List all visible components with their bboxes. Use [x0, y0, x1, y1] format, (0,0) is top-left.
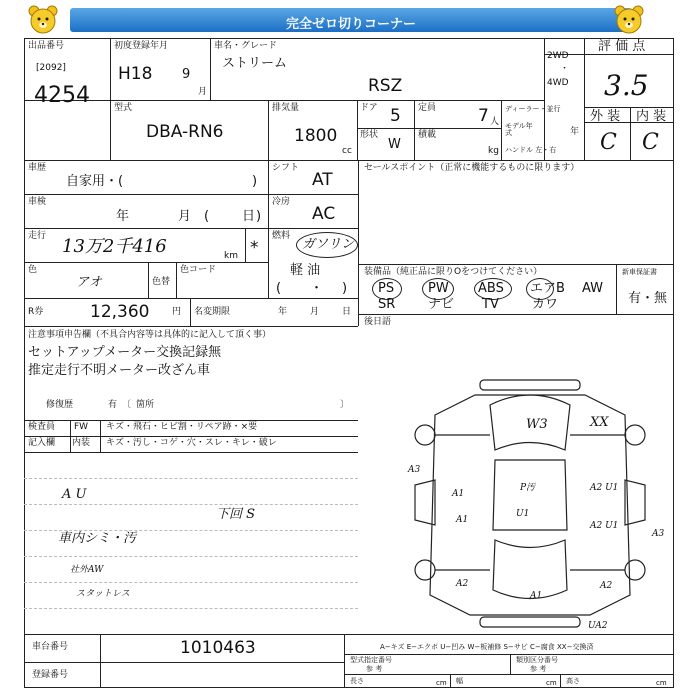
equipment-ps: PS	[378, 281, 395, 296]
car-grade: RSZ	[368, 76, 403, 96]
doors-value: 5	[390, 106, 401, 126]
registration-limit-year: 年	[278, 307, 288, 317]
registration-era: H18	[118, 64, 153, 84]
interior-defect-row: キズ・汚し・コゲ・穴・スレ・キレ・破レ	[106, 438, 277, 448]
pw-circle	[422, 278, 454, 300]
equipment-label: 装備品（純正品に限りOをつけてください）	[364, 267, 543, 277]
inspection-day: 日	[242, 209, 256, 224]
damage-mark-ua2: UA2	[588, 621, 608, 631]
exterior-grade: C	[600, 130, 617, 155]
entry-label: 記入欄	[28, 438, 56, 448]
inspection-year: 年	[116, 209, 130, 224]
handle-label: ハンドル 左・右	[505, 146, 557, 154]
width-unit: cm	[546, 679, 557, 687]
damage-mark-a1-rear: A1	[530, 591, 543, 601]
color-code-label: 色コード	[180, 265, 217, 275]
doors-label: ドア	[360, 103, 378, 113]
inspection-month: 月	[178, 209, 192, 224]
gasoline-circle	[296, 232, 358, 258]
repair-history-value: 有	[108, 400, 118, 410]
damage-legend: A−キズ E−エクボ U−凹み W−板補修 S−サビ C−腐食 XX−交換済	[380, 643, 594, 651]
equipment-tv: TV	[482, 297, 499, 312]
damage-mark-a3-left: A3	[408, 465, 421, 475]
width-label: 幅	[456, 677, 463, 685]
damage-mark-a2u1-rear-right: A2 U1	[590, 521, 619, 531]
shift-label: シフト	[272, 163, 300, 173]
ps-circle	[372, 278, 402, 300]
aircon-value: AC	[312, 204, 336, 224]
repair-history-label: 修復歴	[46, 400, 74, 410]
equipment-abs: ABS	[478, 281, 504, 296]
car-name-label: 車名・グレード	[214, 41, 278, 51]
damage-mark-a2u1-front-right: A2 U1	[590, 483, 619, 493]
dealer-label: ディーラー・並行	[505, 105, 561, 113]
handwritten-note-3: 社外AW	[70, 565, 104, 575]
damage-mark-a1-rear-left: A1	[456, 515, 469, 525]
height-label: 高さ	[566, 677, 580, 685]
mileage-unit: km	[224, 251, 238, 261]
bear-mascot-icon	[26, 4, 60, 36]
load-unit: kg	[488, 146, 499, 156]
airbag-circle	[526, 278, 554, 300]
body-label: 形状	[360, 130, 379, 140]
fuel-diesel: 軽 油	[290, 263, 321, 278]
fw-label: FW	[74, 422, 89, 432]
lot-number: 4254	[34, 83, 90, 108]
damage-mark-a1-front-left: A1	[452, 489, 465, 499]
bear-mascot-icon	[612, 4, 646, 36]
registration-limit-month: 月	[310, 307, 320, 317]
notes-label: 注意事項申告欄（不具合内容等は具体的に記入して頂く事）	[28, 330, 272, 340]
model-year-unit: 年	[570, 127, 580, 137]
chassis-number-label: 車台番号	[32, 642, 69, 652]
registration-limit-label: 名変期限	[194, 307, 231, 317]
damage-mark-xx: XX	[590, 415, 609, 430]
abs-circle	[474, 278, 512, 300]
header-banner	[70, 8, 632, 32]
recycle-label: R券	[28, 307, 44, 317]
displacement-value: 1800	[294, 126, 338, 146]
registration-month-unit: 月	[198, 87, 208, 97]
equipment-aw: AW	[582, 281, 604, 296]
capacity-unit: 人	[490, 117, 500, 127]
first-registration-label: 初度登録年月	[114, 41, 169, 51]
handwritten-note-1: A U	[62, 487, 87, 502]
recycle-unit: 円	[172, 307, 182, 317]
notes-line-1: セットアップメーター交換記録無	[28, 345, 222, 360]
damage-mark-u1: U1	[516, 509, 530, 519]
notes-line-2: 推定走行不明メーター改ざん車	[28, 363, 211, 378]
checker-label: 検査員	[28, 422, 56, 432]
damage-mark-a2-rear-right: A2	[600, 581, 613, 591]
drive-2wd: 2WD	[547, 51, 569, 61]
height-unit: cm	[656, 679, 667, 687]
class-number-ref: 参 考	[530, 665, 547, 673]
color-change-label: 色替	[152, 277, 171, 287]
length-unit: cm	[436, 679, 447, 687]
color-label: 色	[28, 265, 38, 275]
repair-part: 箇所	[136, 400, 155, 410]
warranty-value: 有・無	[628, 291, 668, 306]
damage-mark-a2-rear-left: A2	[456, 579, 469, 589]
displacement-label: 排気量	[272, 103, 300, 113]
aircon-label: 冷房	[272, 197, 291, 207]
recycle-value: 12,360	[90, 302, 150, 322]
history-value: 自家用・(	[66, 174, 124, 189]
equipment-leather: カワ	[532, 297, 559, 312]
shift-value: AT	[312, 170, 333, 190]
type-approval-label: 型式指定番号	[350, 656, 392, 664]
inspection-day-open: (	[204, 209, 210, 224]
lot-code: [2092]	[36, 63, 66, 73]
fuel-paren-open: (	[276, 281, 282, 296]
rear-seat-label: 後日語	[364, 317, 392, 327]
equipment-airbag: エアB	[530, 281, 565, 296]
damage-mark-w3: W3	[526, 417, 548, 432]
exterior-defect-row: キズ・飛石・ヒビ割・リペア跡・×要	[106, 422, 258, 432]
class-number-label: 類別区分番号	[516, 656, 558, 664]
repair-close: 〕	[340, 400, 350, 410]
repair-open: 〔	[122, 400, 132, 410]
length-label: 長さ	[350, 677, 364, 685]
interior-label: 内 装	[636, 109, 667, 124]
inspection-day-close: )	[256, 209, 262, 224]
lot-number-label: 出品番号	[28, 41, 65, 51]
handwritten-note-2: 車内シミ・汚	[58, 531, 137, 546]
model-value: DBA-RN6	[146, 122, 224, 142]
score-label: 評 価 点	[598, 39, 646, 54]
sales-point-label: セールスポイント（正常に機能するものに限ります）	[364, 163, 580, 173]
equipment-sr: SR	[378, 297, 396, 312]
fuel-gasoline: ガソリン	[302, 237, 355, 252]
interior-grade: C	[642, 130, 659, 155]
equipment-pw: PW	[428, 281, 449, 296]
car-name: ストリーム	[222, 56, 288, 71]
capacity-label: 定員	[418, 103, 437, 113]
damage-mark-a3-right: A3	[652, 529, 665, 539]
registration-limit-day: 日	[342, 307, 352, 317]
load-label: 積載	[418, 130, 437, 140]
fuel-dot: ・	[310, 281, 324, 296]
registration-month: 9	[182, 67, 191, 82]
registration-number-label: 登録番号	[32, 670, 69, 680]
history-label: 車歴	[28, 163, 47, 173]
mileage-mark: *	[250, 238, 259, 258]
interior-defect-label: 内装	[72, 438, 91, 448]
mileage-value: 13万2千416	[62, 236, 167, 257]
fuel-label: 燃料	[272, 231, 291, 241]
model-label: 型式	[114, 103, 133, 113]
score-value: 3.5	[604, 69, 649, 102]
mileage-label: 走行	[28, 231, 47, 241]
equipment-navi: ナビ	[428, 297, 455, 312]
inspection-label: 車検	[28, 197, 47, 207]
damage-mark-p-stain: P汚	[520, 483, 536, 493]
color-value: アオ	[76, 275, 102, 290]
exterior-label: 外 装	[590, 109, 621, 124]
model-year-label: モデル年式	[505, 122, 533, 137]
type-approval-ref: 参 考	[366, 665, 383, 673]
drive-dot: ・	[560, 64, 570, 74]
chassis-number: 1010463	[180, 638, 256, 658]
body-value: W	[388, 137, 401, 152]
drive-4wd: 4WD	[547, 78, 569, 88]
fuel-paren-close: )	[342, 281, 348, 296]
capacity-value: 7	[478, 106, 489, 126]
header-title: 完全ゼロ切りコーナー	[285, 17, 416, 32]
displacement-unit: cc	[342, 146, 352, 156]
history-close: )	[252, 174, 258, 189]
handwritten-note-4: スタットレス	[76, 589, 130, 599]
handwritten-note-5: 下回 S	[216, 507, 256, 522]
warranty-label: 新車保証書	[622, 268, 657, 276]
